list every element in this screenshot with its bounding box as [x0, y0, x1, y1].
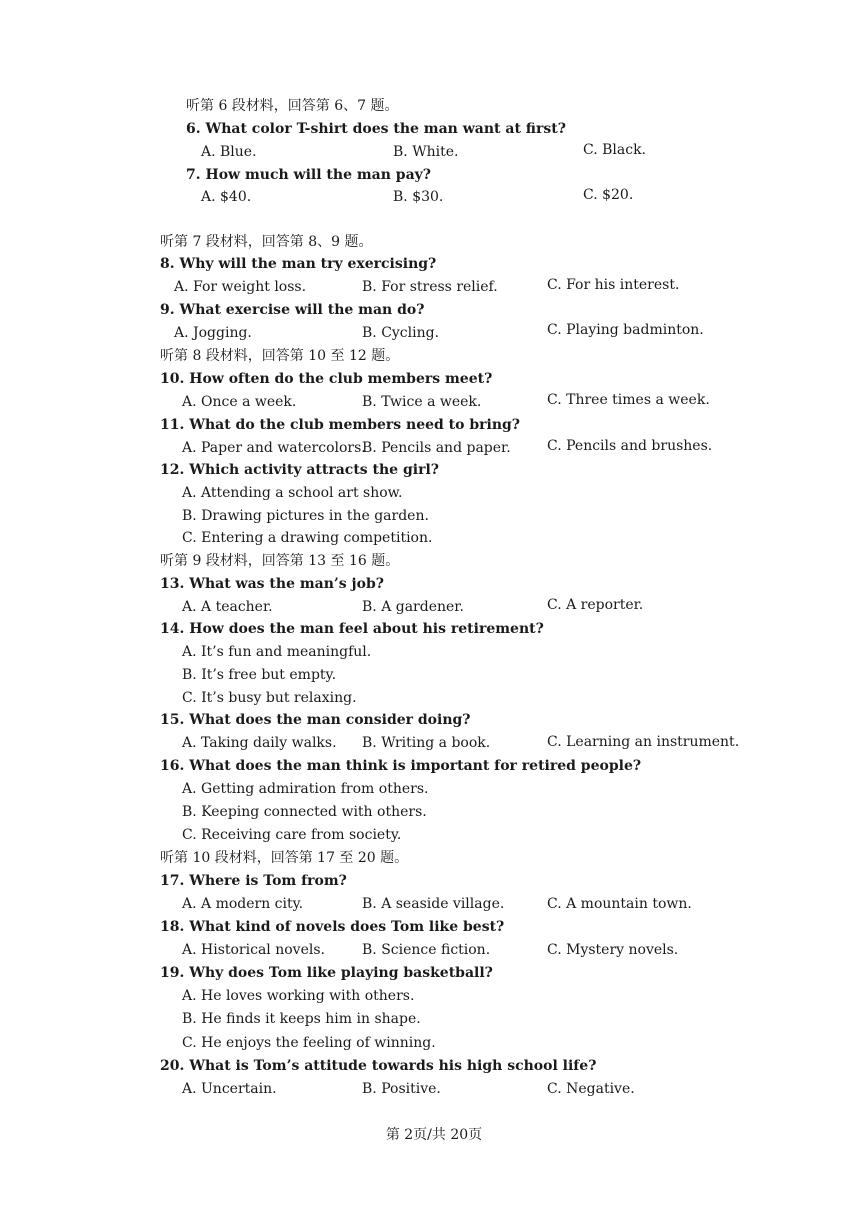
option-17a: A. A modern city. [182, 896, 304, 912]
section-heading: 听第 7 段材料，回答第 8、9 题。 [160, 234, 373, 250]
option-11a: A. Paper and watercolors. [182, 440, 366, 456]
option-14b: B. It’s free but empty. [182, 667, 337, 683]
question-8: 8. Why will the man try exercising? [160, 256, 437, 272]
question-19: 19. Why does Tom like playing basketball? [160, 965, 493, 981]
section-heading: 听第 6 段材料，回答第 6、7 题。 [186, 98, 399, 114]
option-15b: B. Writing a book. [362, 735, 491, 751]
option-13b: B. A gardener. [362, 599, 464, 615]
option-11b: B. Pencils and paper. [362, 440, 511, 456]
question-16: 16. What does the man think is important for retired people? [160, 758, 642, 774]
section-heading: 听第 8 段材料，回答第 10 至 12 题。 [160, 348, 400, 364]
section-heading: 听第 9 段材料，回答第 13 至 16 题。 [160, 553, 400, 569]
option-20c: C. Negative. [547, 1081, 635, 1097]
option-9a: A. Jogging. [174, 325, 252, 341]
option-6b: B. White. [393, 144, 459, 160]
option-10b: B. Twice a week. [362, 394, 482, 410]
question-17: 17. Where is Tom from? [160, 873, 347, 889]
option-18b: B. Science fiction. [362, 942, 491, 958]
question-7: 7. How much will the man pay? [186, 167, 431, 183]
question-18: 18. What kind of novels does Tom like best? [160, 919, 505, 935]
option-19a: A. He loves working with others. [182, 988, 415, 1004]
option-7a: A. $40. [201, 189, 252, 205]
option-19b: B. He finds it keeps him in shape. [182, 1011, 421, 1027]
option-16a: A. Getting admiration from others. [182, 781, 429, 797]
question-20: 20. What is Tom’s attitude towards his high school life? [160, 1058, 597, 1074]
option-12c: C. Entering a drawing competition. [182, 530, 433, 546]
option-14a: A. It’s fun and meaningful. [182, 644, 372, 660]
option-6c: C. Black. [583, 142, 646, 158]
option-12b: B. Drawing pictures in the garden. [182, 508, 429, 524]
question-13: 13. What was the man’s job? [160, 576, 384, 592]
option-13a: A. A teacher. [182, 599, 273, 615]
question-9: 9. What exercise will the man do? [160, 302, 425, 318]
option-9c: C. Playing badminton. [547, 322, 704, 338]
section-heading: 听第 10 段材料，回答第 17 至 20 题。 [160, 850, 409, 866]
question-15: 15. What does the man consider doing? [160, 712, 471, 728]
option-12a: A. Attending a school art show. [182, 485, 403, 501]
page-number: 第 2页/共 20页 [385, 1127, 483, 1143]
option-7b: B. $30. [393, 189, 444, 205]
question-12: 12. Which activity attracts the girl? [160, 462, 439, 478]
option-18c: C. Mystery novels. [547, 942, 679, 958]
option-9b: B. Cycling. [362, 325, 440, 341]
option-17b: B. A seaside village. [362, 896, 505, 912]
option-14c: C. It’s busy but relaxing. [182, 690, 357, 706]
option-8a: A. For weight loss. [174, 279, 307, 295]
option-15c: C. Learning an instrument. [547, 734, 740, 750]
option-11c: C. Pencils and brushes. [547, 438, 713, 454]
option-15a: A. Taking daily walks. [182, 735, 337, 751]
option-10c: C. Three times a week. [547, 392, 710, 408]
option-19c: C. He enjoys the feeling of winning. [182, 1035, 436, 1051]
option-6a: A. Blue. [201, 144, 257, 160]
option-10a: A. Once a week. [182, 394, 297, 410]
question-10: 10. How often do the club members meet? [160, 371, 493, 387]
option-20b: B. Positive. [362, 1081, 441, 1097]
option-16b: B. Keeping connected with others. [182, 804, 427, 820]
option-8b: B. For stress relief. [362, 279, 498, 295]
question-11: 11. What do the club members need to bring? [160, 417, 521, 433]
option-18a: A. Historical novels. [182, 942, 325, 958]
option-13c: C. A reporter. [547, 597, 644, 613]
option-20a: A. Uncertain. [182, 1081, 277, 1097]
question-14: 14. How does the man feel about his retirement? [160, 621, 544, 637]
option-16c: C. Receiving care from society. [182, 827, 402, 843]
option-8c: C. For his interest. [547, 277, 680, 293]
option-7c: C. $20. [583, 187, 634, 203]
question-6: 6. What color T-shirt does the man want at first? [186, 121, 566, 137]
option-17c: C. A mountain town. [547, 896, 692, 912]
